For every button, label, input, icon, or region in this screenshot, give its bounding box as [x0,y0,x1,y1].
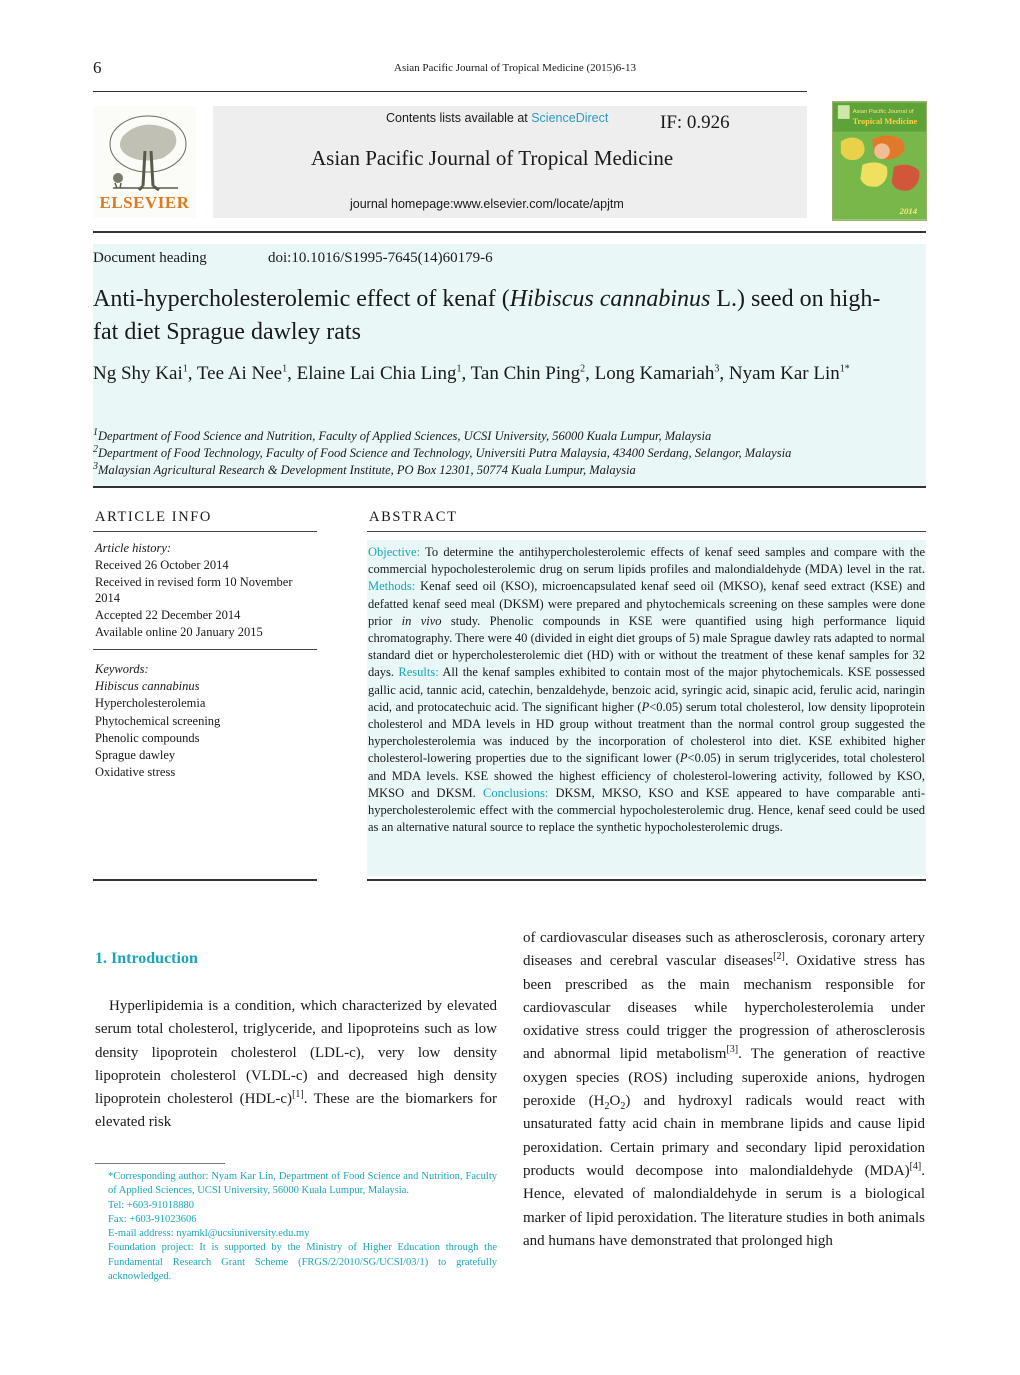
history-item: Available online 20 January 2015 [95,624,263,639]
header-rule [93,91,807,92]
author-affiliation-marker: 1 [182,363,188,375]
author-name: Tan Chin Ping [470,363,581,384]
affiliation-text: Malaysian Agricultural Research & Development Institute, PO Box 12301, 50774 Kuala Lumpur, Malaysia [98,463,636,477]
article-title [93,283,903,349]
cover-title-line1: Asian Pacific Journal of [852,109,914,116]
title-part2: L.) seed on high-fat diet Sprague dawley rats [93,286,881,345]
contents-prefix: Contents lists available at [386,111,532,125]
affiliation-marker: 2 [93,443,98,455]
conclusions-text: DKSM, MKSO, KSO and KSE appeared to have comparable anti-hypercholesterolemic effect with the commercial hypocholesterolemic drug. Hence, kenaf seed could be used as an alternative natural source to replace the synthetic hypocholesterolemic drugs. [368,785,925,835]
history-label: Article history: [95,541,172,555]
abstract-body [367,540,926,876]
history-item: Received 26 October 2014 [95,557,229,572]
author-affiliation-marker: 2 [580,363,586,375]
elsevier-wordmark: ELSEVIER [99,193,190,212]
author-name: Long Kamariah [594,363,715,384]
keywords [95,661,320,781]
article-info-rule [93,531,317,532]
citation-ref[interactable]: [2] [773,951,785,963]
history-item: Accepted 22 December 2014 [95,608,241,623]
author-name: Ng Shy Kai [93,363,183,384]
author-name: Nyam Kar Lin [728,363,840,384]
abstract-bottom-rule [367,879,926,881]
right-text-1: of cardiovascular diseases such as atherosclerosis, coronary artery diseases and cerebral vascular diseases [523,930,925,970]
results-text-3: <0.05) in serum triglycerides, total cholesterol and MDA levels. KSE showed the highest efficiency of cholesterol-lowering activity, followed by KSO, MKSO and DKSM. [368,751,925,800]
title-part1: Anti-hypercholesterolemic effect of kenaf ( [93,286,510,312]
objective-label: Objective: [368,545,421,559]
doi[interactable]: doi:10.1016/S1995-7645(14)60179-6 [268,250,493,266]
right-text-3: . The generation of reactive oxygen species (ROS) including superoxide anions, hydrogen peroxide (H [523,1046,926,1110]
header-bottom-rule [93,231,926,233]
subscript: 2 [620,1101,626,1113]
results-label: Results: [398,665,439,680]
introduction-heading: 1. Introduction [95,950,198,967]
title-block-rule [93,486,926,488]
results-p-1: P [641,699,650,714]
right-text-5: . Hence, elevated of malondialdehyde in serum is a biological marker of lipid peroxidation. The literature studies in both animals and humans have demonstrated that prolonged high [523,1162,925,1249]
right-column-text [523,927,925,1253]
citation-ref[interactable]: [1] [292,1089,304,1101]
intro-text: Hyperlipidemia is a condition, which characterized by elevated serum total cholesterol, triglyceride, and lipoproteins such as low density lipoprotein cholesterol (LDL-c), very low density lipoprotein cholesterol (VLDL-c) and decreased high density lipoprotein cholesterol (HDL-c) [95,998,497,1108]
abstract-rule [367,531,926,532]
title-italic: Hibiscus cannabinus [509,286,711,312]
methods-text-1: Kenaf seed oil (KSO), microencapsulated kenaf seed oil (MKSO), kenaf seed extract (KSE) and defatted kenaf seed meal (DKSM) were prepared and phytochemicals screening on these samples were done prior [368,579,925,628]
methods-label: Methods: [368,579,416,594]
keyword: Hypercholesterolemia [95,696,206,711]
article-info-bottom-rule [93,879,317,881]
article-info-rule-2 [93,649,317,650]
affiliation-marker: 3 [93,460,98,472]
journal-homepage-link[interactable]: journal homepage:www.elsevier.com/locate/apjtm [350,197,624,211]
affiliation-text: Department of Food Science and Nutrition, Faculty of Applied Sciences, UCSI University, 56000 Kuala Lumpur, Malaysia [98,429,712,443]
keyword: Phytochemical screening [95,713,221,728]
author-affiliation-marker: 3 [714,363,720,375]
affiliation-text: Department of Food Technology, Faculty of Food Science and Technology, Universiti Putra Malaysia, 43400 Serdang, Selangor, Malaysia [98,446,792,460]
author-separator: , [719,363,729,384]
keyword: Oxidative stress [95,765,176,780]
history-list [95,557,320,641]
affiliation-marker: 1 [93,426,98,438]
intro-text-end: . These are the biomarkers for elevated risk [95,1091,497,1131]
results-text-1: All the kenaf samples exhibited to contain most of the major phytochemicals. KSE possessed gallic acid, tannic acid, catechin, benzaldehyde, benzoic acid, syringic acid, sinapic acid, ferulic acid, naringin acid, and protocatechuic acid. The significant higher ( [368,665,925,714]
author-affiliation-marker: 1 [456,363,462,375]
telephone: Tel: +603-91018880 [108,1199,194,1211]
author-name: Tee Ai Nee [196,363,283,384]
affiliations [93,428,926,479]
journal-cover-thumbnail [832,101,927,221]
author-separator: , [187,363,197,384]
right-text-4: ) and hydroxyl radicals would react with unsaturated fatty acid chain in membrane lipids and cause lipid peroxidation. Certain primary and secondary lipid peroxidation products would decompose into malondialdehyde (MDA) [523,1093,925,1179]
author-list [93,361,926,387]
keywords-label: Keywords: [95,662,149,676]
author-name: Elaine Lai Chia Ling [296,363,457,384]
email-link[interactable]: E-mail address: nyamkl@ucsiuniversity.edu.my [108,1228,310,1240]
page-number: 6 [93,58,102,77]
subscript: 2 [604,1101,610,1113]
methods-italic: in vivo [401,613,442,628]
document-heading-label: Document heading [93,250,207,266]
citation-ref[interactable]: [4] [909,1160,922,1172]
right-text-mid: O [609,1093,621,1110]
author-affiliation-marker: 1* [839,363,850,375]
keyword: Hibiscus cannabinus [95,679,200,694]
running-head: Asian Pacific Journal of Tropical Medicine (2015)6-13 [394,62,636,74]
introduction-paragraph [95,995,497,1135]
methods-text-2: study. Phenolic compounds in KSE were quantified using high performance liquid chromatography. There were 40 (divided in eight diet groups of 5) male Sprague dawley rats adapted to normal standard diet or hypercholesterolemic diet (HD) with or without the treatment of these kenaf samples for 32 days. [368,613,925,680]
right-text-2: . Oxidative stress has been prescribed as the main mechanism responsible for cardiovascular diseases while hypercholesterolemia under oxidative stress could trigger the progression of atherosclerosis and abnormal lipid metabolism [523,953,925,1063]
article-info-title: ARTICLE INFO [95,509,213,525]
author-separator: , [461,363,471,384]
corresponding-author: *Corresponding author: Nyam Kar Lin, Department of Food Science and Nutrition, Faculty of Applied Sciences, UCSI University, 56000 Kuala Lumpur, Malaysia. [108,1171,497,1197]
author-affiliation-marker: 1 [282,363,288,375]
cover-year: 2014 [899,205,918,216]
objective-text: To determine the antihypercholesterolemic effects of kenaf seed samples and compare with the commercial hypocholesterolemic drug on serum lipids profiles and malondialdehyde (MDA) level in the rat. [368,545,925,577]
article-history [95,540,320,641]
keyword: Phenolic compounds [95,730,200,745]
author-separator: , [287,363,297,384]
footnote-rule [95,1163,225,1164]
keywords-list [95,678,320,781]
fax: Fax: +603-91023606 [108,1213,197,1225]
cover-title-line2: Tropical Medicine [852,116,918,126]
history-item: Received in revised form 10 November 2014 [95,574,293,606]
affiliation [93,445,926,462]
author-separator: , [585,363,595,384]
affiliation [93,462,926,479]
footnotes [95,1170,497,1284]
journal-title: Asian Pacific Journal of Tropical Medicine [311,146,674,170]
contents-available [386,111,608,125]
sciencedirect-link[interactable]: ScienceDirect [531,111,609,125]
affiliation [93,428,926,445]
abstract-title: ABSTRACT [369,509,458,525]
citation-ref[interactable]: [3] [726,1044,739,1056]
foundation-project: Foundation project: It is supported by the Ministry of Higher Education through the Fundamental Research Grant Scheme (FRGS/2/2010/SG/UCSI/03/1) to gratefully acknowledged. [108,1242,497,1283]
results-text-2: <0.05) serum total cholesterol, low density lipoprotein cholesterol and MDA levels in HD group without treatment than the normal control group suggested the hypercholesterolemia was induced by the incorporation of cholesterol into diet. KSE exhibited higher cholesterol-lowering properties due to the significant lower ( [368,699,926,766]
results-p-2: P [679,751,688,766]
impact-factor: IF: 0.926 [660,112,730,133]
keyword: Sprague dawley [95,748,176,763]
conclusions-label: Conclusions: [483,785,549,800]
